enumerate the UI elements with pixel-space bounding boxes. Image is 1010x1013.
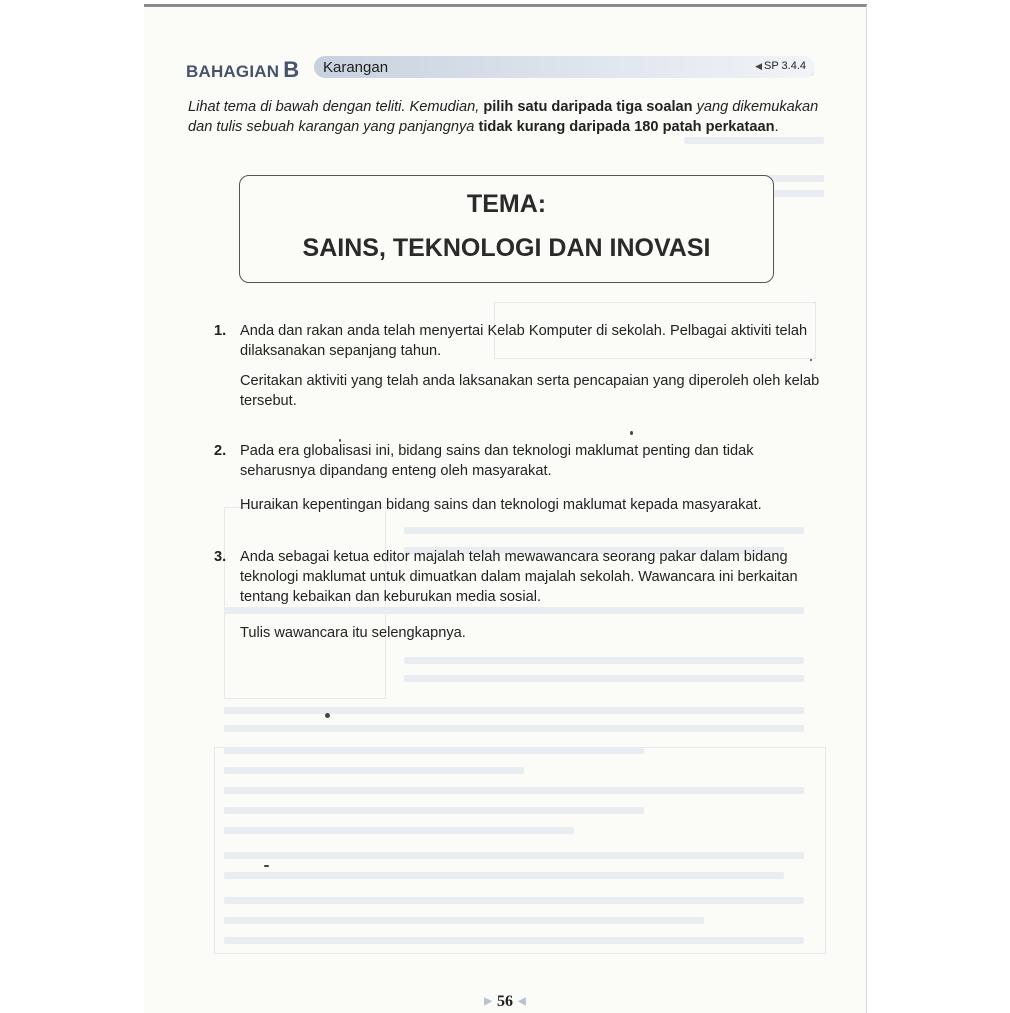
instruction-text-1: Lihat tema di bawah dengan teliti. Kemudian, — [188, 99, 484, 115]
question-number: 3. — [214, 549, 227, 565]
section-header — [186, 56, 818, 80]
standard-code — [755, 60, 806, 72]
scan-speck — [339, 439, 341, 442]
theme-label: TEMA: — [466, 190, 547, 218]
book-page — [144, 4, 867, 1013]
question-text: Anda sebagai ketua editor majalah telah mewawancara seorang pakar dalam bidang teknologi maklumat untuk dimuatkan dalam majalah sekolah. Wawancara ini berkaitan tentang kebaikan dan keburukan media sosial. — [240, 549, 798, 605]
section-label: BAHAGIAN — [186, 62, 280, 81]
question-text: Anda dan rakan anda telah menyertai Kelab Komputer di sekolah. Pelbagai aktiviti telah dilaksanakan sepanjang tahun. — [240, 323, 808, 359]
theme-box — [239, 175, 774, 283]
left-triangle-icon: ◀ — [755, 61, 762, 71]
right-triangle-icon: ▶ — [484, 996, 492, 1007]
section-title — [186, 57, 299, 83]
section-letter: B — [283, 57, 300, 82]
scan-speck — [810, 359, 812, 361]
instruction-bold-2: tidak kurang daripada 180 patah perkataan — [478, 119, 775, 135]
standard-code-text: SP 3.4.4 — [764, 60, 806, 72]
question-2 — [214, 441, 832, 531]
instructions-paragraph — [188, 97, 826, 137]
question-task: Ceritakan aktiviti yang telah anda laksanakan serta pencapaian yang diperoleh oleh kelab tersebut. — [240, 373, 820, 409]
scan-speck — [264, 865, 269, 867]
question-text: Pada era globalisasi ini, bidang sains dan teknologi maklumat penting dan tidak seharusnya dipandang enteng oleh masyarakat. — [240, 443, 754, 479]
scan-speck — [630, 431, 633, 435]
left-triangle-icon: ◀ — [518, 996, 526, 1007]
section-banner — [314, 56, 814, 78]
question-task: Tulis wawancara itu selengkapnya. — [240, 625, 466, 641]
page-number: 56 — [497, 993, 513, 1010]
scan-speck — [325, 713, 330, 718]
theme-title: SAINS, TEKNOLOGI DAN INOVASI — [302, 234, 711, 262]
question-number: 2. — [214, 443, 227, 459]
instruction-end: . — [774, 119, 779, 135]
question-1 — [214, 321, 832, 431]
instruction-text-2: yang dikemukakan dan tulis sebuah karangan yang panjangnya — [188, 99, 819, 135]
instruction-bold-1: pilih satu daripada tiga soalan — [483, 99, 693, 115]
question-task: Huraikan kepentingan bidang sains dan teknologi maklumat kepada masyarakat. — [240, 497, 762, 513]
section-subtitle: Karangan — [323, 59, 389, 76]
question-number: 1. — [214, 323, 227, 339]
page-footer — [144, 993, 866, 1011]
question-3 — [214, 547, 832, 657]
